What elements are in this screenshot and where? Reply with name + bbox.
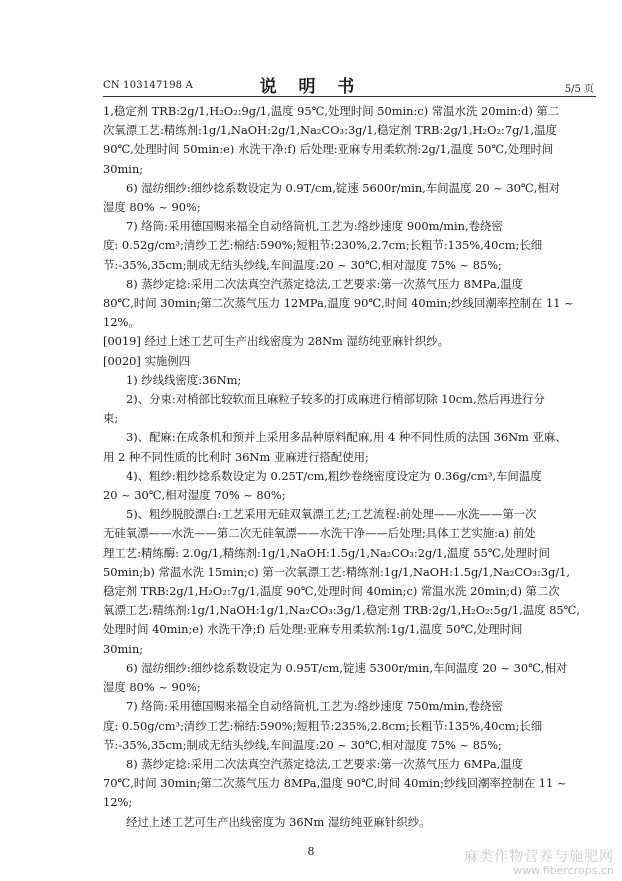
text-line: 节:-35%,35cm;制成无结头纱线,车间温度:20 ~ 30℃,相对湿度 75% ~ 85%; bbox=[103, 257, 502, 272]
text-line: 7) 络筒:采用德国赐来福全自动络筒机,工艺为:络纱速度 750m/min,卷绕密 bbox=[126, 699, 503, 714]
header-divider bbox=[103, 96, 596, 97]
text-line: 90℃,处理时间 50min:e) 水洗干净:f) 后处理:亚麻专用柔软剂:2g/1,温度 50℃,处理时间 bbox=[103, 142, 554, 157]
document-body bbox=[103, 102, 597, 832]
text-line: 湿度 80% ~ 90%; bbox=[103, 680, 201, 695]
text-line: 度: 0.50g/cm³;清纱工艺:棉结:590%;短粗节:235%,2.8cm;长粗节:135%,40cm;长细 bbox=[103, 718, 543, 733]
watermark-url: www.fibercrops.cn bbox=[513, 864, 614, 877]
text-line: 理工艺:精练酶: 2.0g/1,精练剂:1g/1,NaOH:1.5g/1,Na₂CO₃:2g/1,温度 55℃,处理时间 bbox=[103, 545, 550, 560]
text-line: 束; bbox=[103, 411, 119, 426]
text-line: 氧漂工艺:精练剂:1g/1,NaOH:1g/1,Na₂CO₃:3g/1,稳定剂 TRB:2g/1,H₂O₂:5g/1,温度 85℃, bbox=[103, 603, 580, 618]
text-line: 6) 湿纺细纱:细纱捻系数设定为 0.9T/cm,锭速 5600r/min,车间温度 20 ~ 30℃,相对 bbox=[126, 180, 560, 195]
text-line: 1) 纱线线密度:36Nm; bbox=[126, 372, 242, 387]
text-line: 50min;b) 常温水洗 15min;c) 第一次氧漂工艺:精练剂:1g/1,NaOH:1.5g/1,Na₂CO₃:3g/1, bbox=[103, 564, 571, 579]
text-line: 处理时间 40min;e) 水洗干净;f) 后处理:亚麻专用柔软剂:1g/1,温度 50℃,处理时间 bbox=[103, 622, 523, 637]
text-line: 稳定剂 TRB:2g/1,H₂O₂:7g/1,温度 90℃,处理时间 40min;c) 常温水洗 20min;d) 第二次 bbox=[103, 584, 560, 599]
text-line: 8) 蒸纱定捻:采用二次法真空汽蒸定捻法,工艺要求:第一次蒸气压力 6MPa,温度 bbox=[126, 756, 524, 771]
text-line: 湿度 80% ~ 90%; bbox=[103, 200, 201, 215]
page-number: 8 bbox=[307, 845, 315, 858]
text-line: 12%; bbox=[103, 795, 133, 810]
text-line: 节:-35%,35cm;制成无结头纱线,车间温度:20 ~ 30℃,相对湿度 75% ~ 85%; bbox=[103, 737, 502, 752]
watermark-text: 麻类作物营养与施肥网 bbox=[464, 849, 614, 865]
text-line: 8) 蒸纱定捻:采用二次法真空汽蒸定捻法,工艺要求:第一次蒸气压力 8MPa,温度 bbox=[126, 276, 524, 291]
text-line: 70℃,时间 30min;第二次蒸气压力 8MPa,温度 90℃,时间 40min;纱线回潮率控制在 11 ~ bbox=[103, 776, 567, 791]
paragraph-0019: [0019] 经过上述工艺可生产出线密度为 28Nm 湿纺纯亚麻针织纱。 bbox=[103, 334, 449, 349]
patent-number: CN 103147198 A bbox=[103, 80, 194, 91]
text-line: 30min; bbox=[103, 641, 144, 656]
text-line: 4)、粗纱:粗纱捻系数设定为 0.25T/cm,粗纱卷绕密度设定为 0.36g/cm³,车间温度 bbox=[126, 468, 542, 483]
page-indicator: 5/5 页 bbox=[564, 84, 594, 95]
text-line: 2)、分束:对梢部比较软而且麻粒子较多的打成麻进行梢部切除 10cm,然后再进行分 bbox=[126, 392, 545, 407]
text-line: 80℃,时间 30min;第二次蒸气压力 12MPa,温度 90℃,时间 40min;纱线回潮率控制在 11 ~ bbox=[103, 296, 574, 311]
text-line: 度: 0.52g/cm³;清纱工艺:棉结:590%;短粗节:230%,2.7cm;长粗节:135%,40cm;长细 bbox=[103, 238, 543, 253]
text-line: 用 2 种不同性质的比利时 36Nm 亚麻进行搭配使用; bbox=[103, 449, 369, 464]
text-line: 次氧漂工艺:精练剂:1g/1,NaOH:2g/1,Na₂CO₃:3g/1,稳定剂 TRB:2g/1,H₂O₂:7g/1,温度 bbox=[103, 123, 557, 138]
text-line: 7) 络筒:采用德国赐来福全自动络筒机,工艺为:络纱速度 900m/min,卷绕密 bbox=[126, 219, 503, 234]
text-line: 无硅氧漂——水洗——第二次无硅氧漂——水洗干净——后处理;具体工艺实施:a) 前处 bbox=[103, 526, 536, 541]
document-title: 说 明 书 bbox=[259, 77, 363, 97]
paragraph-0020: [0020] 实施例四 bbox=[103, 353, 191, 368]
text-line: 经过上述工艺可生产出线密度为 36Nm 湿纺纯亚麻针织纱。 bbox=[126, 814, 431, 829]
text-line: 1,稳定剂 TRB:2g/1,H₂O₂:9g/1,温度 95℃,处理时间 50min:c) 常温水洗 20min:d) 第二 bbox=[103, 104, 560, 118]
text-line: 5)、粗纱脱胶漂白:工艺采用无硅双氧漂工艺;工艺流程:前处理——水洗——第一次 bbox=[126, 507, 537, 522]
text-line: 20 ~ 30℃,相对湿度 70% ~ 80%; bbox=[103, 488, 286, 503]
text-line: 12%。 bbox=[103, 315, 140, 330]
text-line: 3)、配麻:在成条机和预并上采用多品种原料配麻,用 4 种不同性质的法国 36Nm 亚麻、 bbox=[126, 430, 567, 445]
text-line: 30min; bbox=[103, 161, 144, 176]
text-line: 6) 湿纺细纱:细纱捻系数设定为 0.95T/cm,锭速 5300r/min,车间温度 20 ~ 30℃,相对 bbox=[126, 660, 568, 675]
